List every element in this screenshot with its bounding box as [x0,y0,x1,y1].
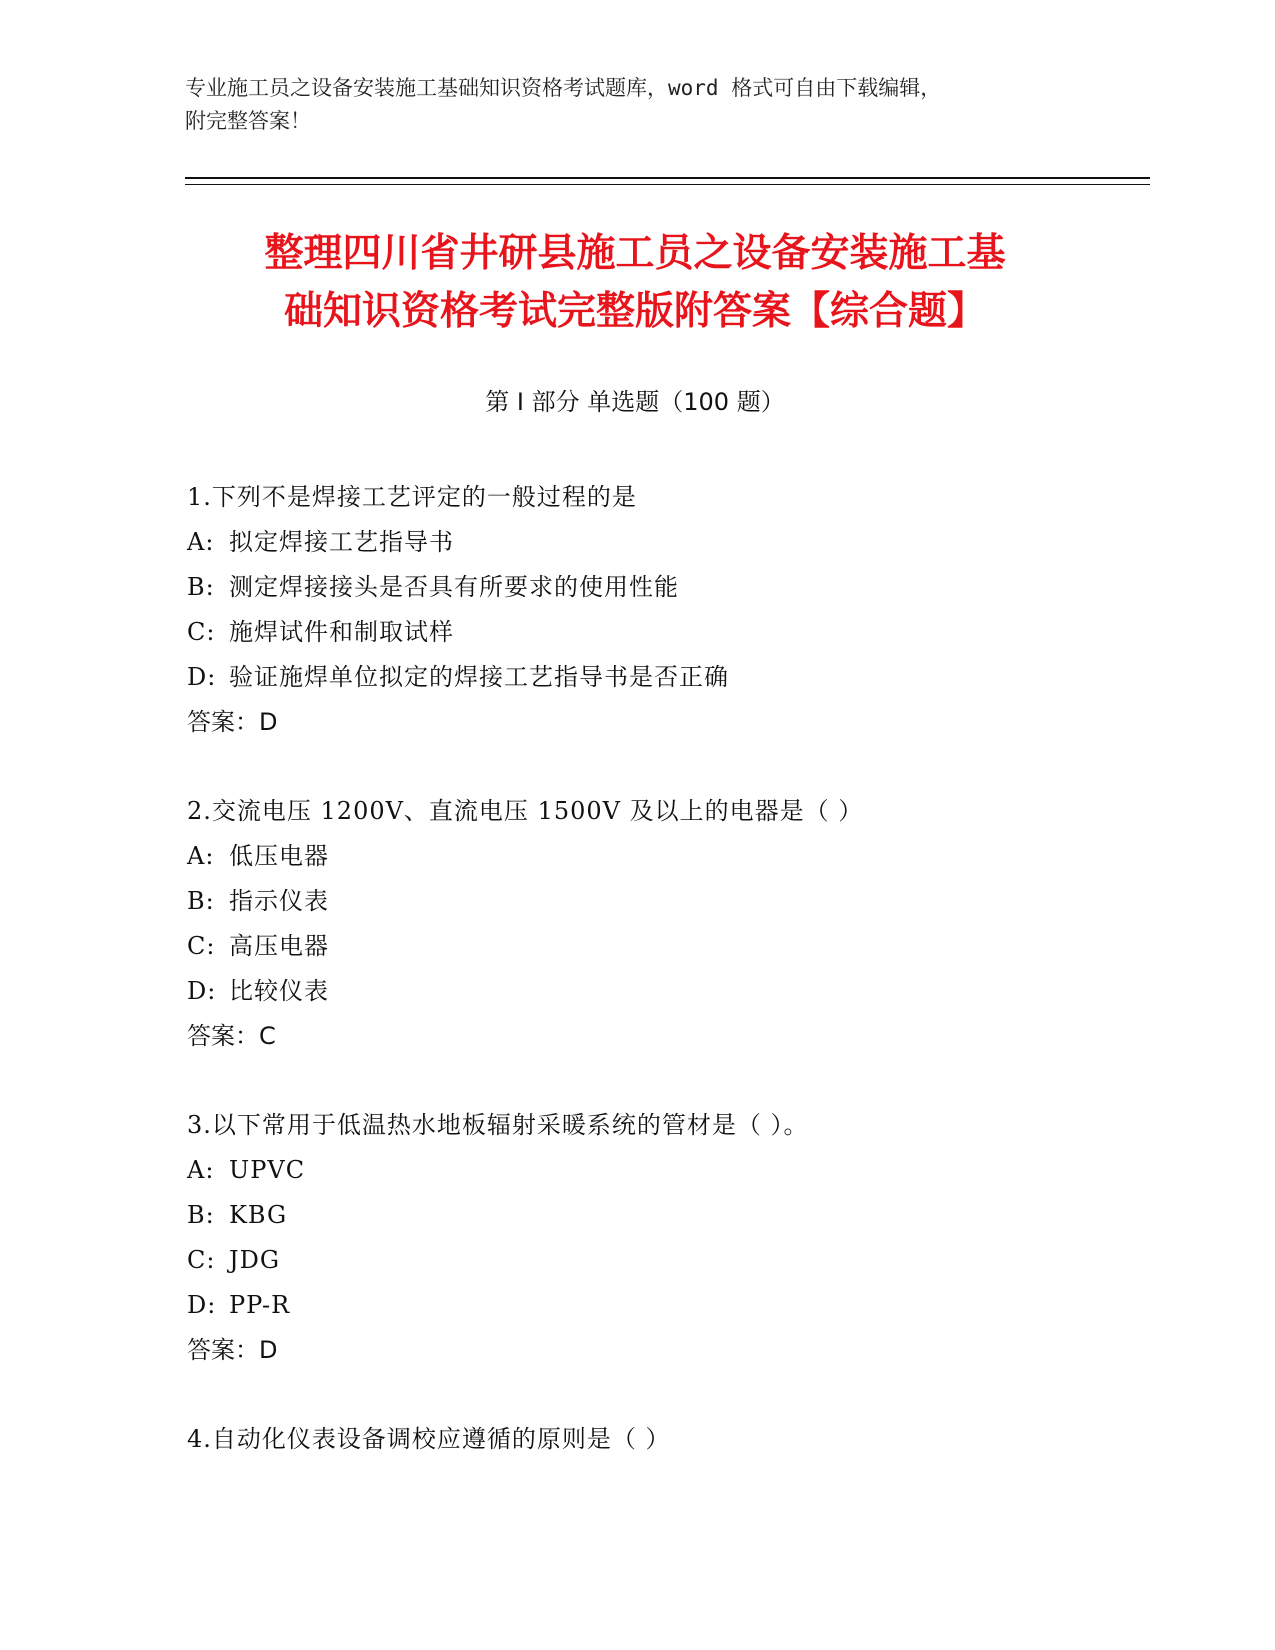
question-2 [187,789,1127,1059]
answer: 答案：D [187,1336,278,1364]
option-text: 低压电器 [229,842,329,870]
option-c [187,1238,1127,1283]
option-letter: B: [187,1201,215,1229]
option-a [187,1148,1127,1193]
option-letter: B: [187,573,215,601]
question-stem: 1.下列不是焊接工艺评定的一般过程的是 [187,483,637,511]
option-text: 施焊试件和制取试样 [229,618,454,646]
document-title [185,225,1085,341]
option-letter: A: [187,1156,215,1184]
option-text: 比较仪表 [229,977,329,1005]
header-divider-thin [185,184,1150,185]
question-stem: 2.交流电压 1200V、直流电压 1500V 及以上的电器是（ ） [187,797,864,825]
option-letter: A: [187,842,215,870]
option-letter: B: [187,887,215,915]
question-4 [187,1417,1127,1462]
option-b [187,565,1127,610]
option-b [187,879,1127,924]
option-letter: C: [187,618,216,646]
option-text: PP-R [229,1291,291,1319]
option-letter: A: [187,528,215,556]
option-letter: C: [187,1246,216,1274]
option-text: 验证施焊单位拟定的焊接工艺指导书是否正确 [229,663,729,691]
option-c [187,610,1127,655]
section-title: 第 I 部分 单选题（100 题） [485,388,785,416]
answer: 答案：D [187,708,278,736]
question-stem: 4.自动化仪表设备调校应遵循的原则是（ ） [187,1425,671,1453]
option-text: 拟定焊接工艺指导书 [229,528,454,556]
option-a [187,834,1127,879]
option-text: 测定焊接接头是否具有所要求的使用性能 [229,573,679,601]
header-divider-thick [185,177,1150,179]
option-d [187,655,1127,700]
option-text: 指示仪表 [229,887,329,915]
option-a [187,520,1127,565]
header-note-line-2: 附完整答案！ [185,109,311,133]
option-d [187,1283,1127,1328]
header-note-line-1: 专业施工员之设备安装施工基础知识资格考试题库，word 格式可自由下载编辑， [185,76,942,100]
option-text: JDG [229,1246,281,1274]
option-text: KBG [229,1201,288,1229]
document-title-line-1: 整理四川省井研县施工员之设备安装施工基 [264,231,1006,276]
document-title-line-2: 础知识资格考试完整版附答案【综合题】 [283,289,986,334]
option-b [187,1193,1127,1238]
option-letter: D: [187,977,217,1005]
option-letter: C: [187,932,216,960]
option-text: UPVC [229,1156,306,1184]
answer: 答案：C [187,1022,276,1050]
question-1 [187,475,1127,745]
option-letter: D: [187,1291,217,1319]
header-note [185,72,1085,138]
option-d [187,969,1127,1014]
question-list [187,475,1127,1506]
option-text: 高压电器 [229,932,329,960]
option-letter: D: [187,663,217,691]
option-c [187,924,1127,969]
question-3 [187,1103,1127,1373]
question-stem: 3.以下常用于低温热水地板辐射采暖系统的管材是（ ）。 [187,1111,809,1139]
